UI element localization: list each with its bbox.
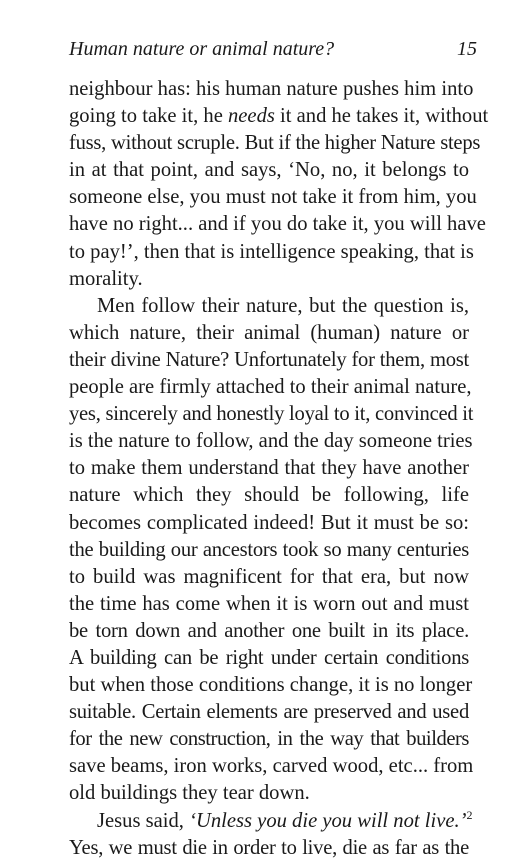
text-line: to pay!’, then that is intelligence speaking, that is	[69, 240, 474, 263]
text-line: Yes, we must die in order to live, die as far as the	[69, 836, 469, 859]
text-line: have no right... and if you do take it, you will have	[69, 213, 486, 236]
paragraph-2	[69, 293, 474, 808]
text-line: old buildings they tear down.	[69, 782, 310, 805]
text-line: is the nature to follow, and the day someone tries	[69, 430, 473, 453]
text-line: suitable. Certain elements are preserved and used	[69, 701, 469, 724]
text-line: to make them understand that they have another	[69, 457, 469, 480]
text-line: which nature, their animal (human) nature or	[69, 321, 469, 344]
text-line: morality.	[69, 267, 143, 290]
text-line: nature which they should be following, life	[69, 484, 469, 507]
text-line: for the new construction, in the way that builders	[69, 728, 469, 751]
body-text	[69, 76, 489, 862]
text-line: their divine Nature? Unfortunately for them, most	[69, 348, 469, 371]
text-line: save beams, iron works, carved wood, etc... from	[69, 755, 474, 778]
quotation: ‘Unless you die you will not live.’	[189, 809, 467, 832]
chapter-title: Human nature or animal nature?	[69, 38, 335, 60]
text-line: going to take it, he needs it and he takes it, without	[69, 105, 489, 128]
text-line: people are firmly attached to their animal nature,	[69, 376, 472, 399]
text-line: but when those conditions change, it is no longer	[69, 674, 473, 697]
page-number: 15	[457, 38, 477, 60]
book-page	[69, 36, 489, 862]
text-line: yes, sincerely and honestly loyal to it, convinced it	[69, 403, 474, 426]
paragraph-3	[69, 807, 473, 862]
text-line: in at that point, and says, ‘No, no, it belongs to	[69, 159, 469, 182]
text-line: neighbour has: his human nature pushes him into	[69, 78, 474, 100]
text-line: A building can be right under certain conditions	[69, 646, 469, 669]
text-line: Jesus said, ‘Unless you die you will not live.’$^2$	[97, 807, 473, 832]
text-line: to build was magnificent for that era, but now	[69, 565, 469, 588]
text-line: someone else, you must not take it from him, you	[69, 186, 477, 209]
text-line: the building our ancestors took so many centuries	[69, 538, 469, 561]
text-line: be torn down and another one built in its place.	[69, 619, 469, 642]
emphasis: needs	[228, 105, 275, 128]
text-line: becomes complicated indeed! But it must be so:	[69, 511, 469, 534]
running-header	[69, 36, 477, 76]
text-line: Men follow their nature, but the question is,	[97, 294, 469, 317]
paragraph-1	[69, 76, 489, 293]
text-line: fuss, without scruple. But if the higher Nature steps	[69, 132, 481, 155]
footnote-marker[interactable]: 2	[466, 807, 473, 822]
text-line: the time has come when it is worn out and must	[69, 592, 469, 615]
